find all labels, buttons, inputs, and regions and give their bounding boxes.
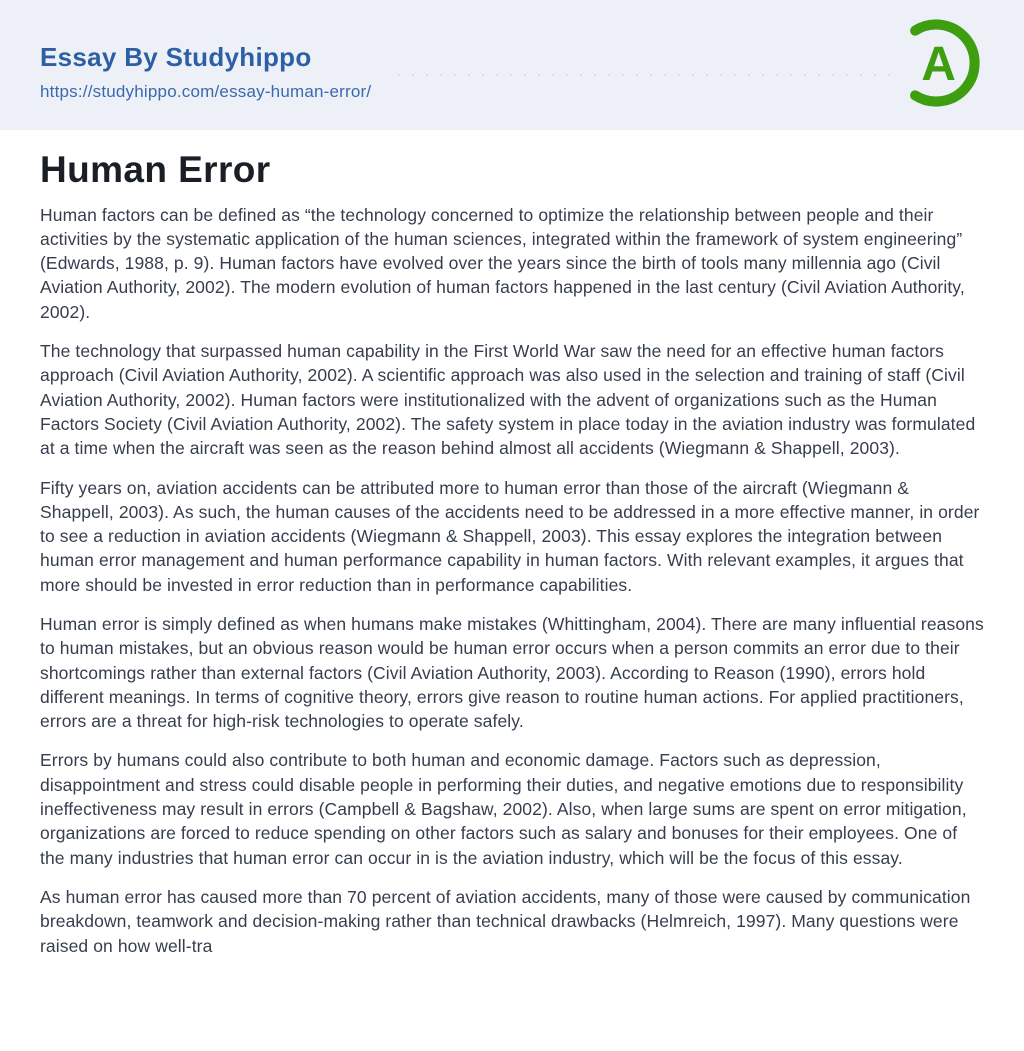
studyhippo-logo-icon (889, 17, 981, 109)
essay-title: Human Error (40, 149, 271, 190)
essay-paragraph-6: As human error has caused more than 70 percent of aviation accidents, many of those were caused by communication breakdown, teamwork and decision-making rather than technical drawbacks (Helmreich, 1997). Many questions were raised on how well-tra (40, 886, 971, 956)
page-header (0, 0, 1024, 130)
essay-paragraph-2: The technology that surpassed human capability in the First World War saw the need for an effective human factors approach (Civil Aviation Authority, 2002). A scientific approach was also used in the selection and training of staff (Civil Aviation Authority, 2002). Human factors were institutionalized with the advent of organizations such as the Human Factors Society (Civil Aviation Authority, 2002). The safety system in place today in the aviation industry was formulated at a time when the aircraft was seen as the reason behind almost all accidents (Wiegmann & Shappell, 2003). (40, 341, 976, 459)
open-circle-a-icon (889, 17, 981, 109)
essay-paragraph-3: Fifty years on, aviation accidents can be attributed more to human error than those of the aircraft (Wiegmann & Shappell, 2003). As such, the human causes of the accidents need to be addressed in a more effective manner, in order to see a reduction in aviation accidents (Wiegmann & Shappell, 2003). This essay explores the integration between human error management and human performance capability in human factors. With relevant examples, it argues that more should be invested in error reduction than in performance capabilities. (40, 477, 980, 595)
essay-paragraph-5: Errors by humans could also contribute to both human and economic damage. Factors such as depression, disappointment and stress could disable people in performing their duties, and negative emotions due to responsibility ineffectiveness may result in errors (Campbell & Bagshaw, 2002). Also, when large sums are spent on error mitigation, organizations are forced to reduce spending on other factors such as salary and bonuses for their employees. One of the many industries that human error can occur in is the aviation industry, which will be the focus of this essay. (40, 750, 967, 868)
logo-letter: A (921, 38, 956, 92)
essay-content (0, 130, 1024, 958)
essay-paragraph-1: Human factors can be defined as “the technology concerned to optimize the relationship between people and their activities by the systematic application of the human sciences, integrated within the framework of system engineering” (Edwards, 1988, p. 9). Human factors have evolved over the years since the birth of tools many millennia ago (Civil Aviation Authority, 2002). The modern evolution of human factors happened in the last century (Civil Aviation Authority, 2002). (40, 204, 965, 322)
essay-paragraph-4: Human error is simply defined as when humans make mistakes (Whittingham, 2004). There are many influential reasons to human mistakes, but an obvious reason would be human error occurs when a person commits an error due to their shortcomings rather than external factors (Civil Aviation Authority, 2003). According to Reason (1990), errors hold different meanings. In terms of cognitive theory, errors give reason to routine human actions. For applied practitioners, errors are a threat for high-risk technologies to operate safely. (40, 614, 984, 732)
essay-body (40, 203, 985, 958)
site-title: Essay By Studyhippo (40, 42, 312, 72)
header-text-block (40, 43, 984, 102)
dotted-divider (398, 74, 890, 76)
source-url-link[interactable]: https://studyhippo.com/essay-human-error/ (40, 81, 372, 101)
